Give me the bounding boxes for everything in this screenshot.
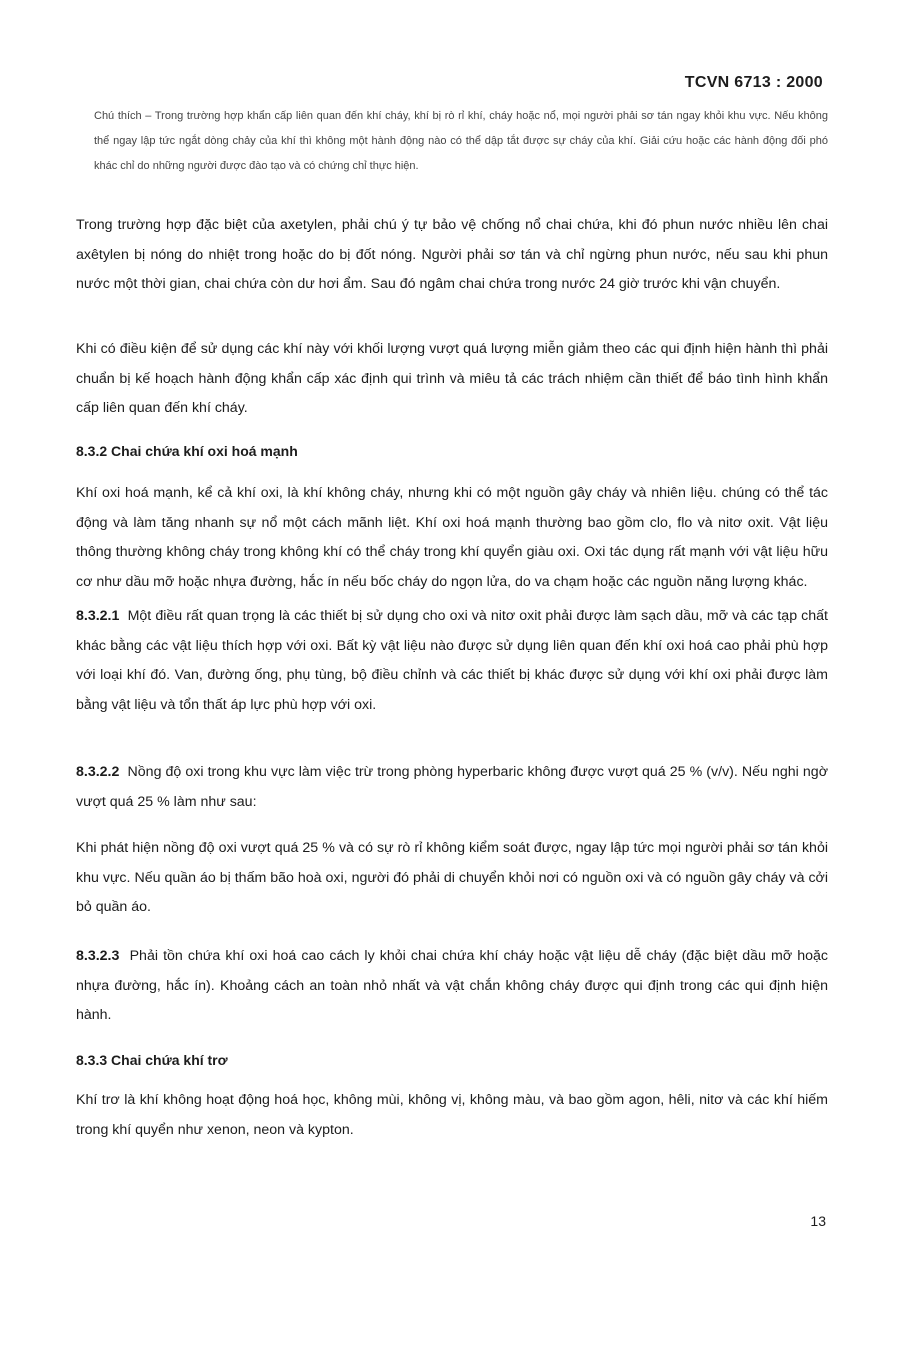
section-body: Phải tồn chứa khí oxi hoá cao cách ly khỏi chai chứa khí cháy hoặc vật liệu dễ cháy (đặc biệt dầu mỡ hoặc nhựa đường, hắc ín). Khoảng cách an toàn nhỏ nhất và vật chắn không cháy được qui định trong các qui định hiện hành. <box>76 948 828 1023</box>
section-body: Nồng độ oxi trong khu vực làm việc trừ trong phòng hyperbaric không được vượt quá 25 % (v/v). Nếu nghi ngờ vượt quá 25 % làm như sau: <box>76 764 828 810</box>
emergency-plan-paragraph: Khi có điều kiện để sử dụng các khí này với khối lượng vượt quá lượng miễn giảm theo các qui định hiện hành thì phải chuẩn bị kế hoạch hành động khẩn cấp xác định qui trình và miêu tả các trách nhiệm cần thiết để báo tình hình khẩn cấp liên quan đến khí cháy. <box>76 341 828 416</box>
section-number: 8.3.2.3 <box>76 948 120 964</box>
note-paragraph: Chú thích – Trong trường hợp khẩn cấp liên quan đến khí cháy, khí bị rò rỉ khí, cháy hoặc nổ, mọi người phải sơ tán ngay khỏi khu vực. Nếu không thể ngay lập tức ngắt dòng chảy của khí thì không một hành động nào có thể dập tắt được sự cháy của khí. Giải cứu hoặc các hành động đối phó khác chỉ do những người được đào tạo và có chứng chỉ thực hiện. <box>94 110 828 172</box>
section-number: 8.3.2.1 <box>76 608 120 624</box>
section-8-3-2-body: Khí oxi hoá mạnh, kể cả khí oxi, là khí không cháy, nhưng khi có một nguồn gây cháy và nhiên liệu. chúng có thể tác động và làm tăng nhanh sự nổ một cách mãnh liệt. Khí oxi hoá mạnh thường bao gồm clo, flo và nitơ oxit. Vật liệu thông thường không cháy trong không khí có thể cháy trong khí quyển giàu oxi. Oxi tác dụng rất mạnh với vật liệu hữu cơ như dầu mỡ hoặc nhựa đường, hắc ín nếu bốc cháy do ngọn lửa, do va chạm hoặc các nguồn năng lượng khác. <box>76 485 828 590</box>
section-8-3-3-heading: 8.3.3 Chai chứa khí trơ <box>76 1052 228 1068</box>
section-8-3-2-3 <box>76 942 828 1031</box>
standard-code: TCVN 6713 : 2000 <box>684 74 823 91</box>
section-body: Một điều rất quan trọng là các thiết bị sử dụng cho oxi và nitơ oxit phải được làm sạch dầu, mỡ và các tạp chất khác bằng các vật liệu thích hợp với oxi. Bất kỳ vật liệu nào được sử dụng liên quan đến khí oxi hoá cao phải phù hợp với loại khí đó. Van, đường ống, phụ tùng, bộ điều chỉnh và các thiết bị khác được sử dụng với khí oxi phải được làm bằng vật liệu và tổn thất áp lực phù hợp với oxi. <box>76 608 828 713</box>
section-8-3-2-heading: 8.3.2 Chai chứa khí oxi hoá mạnh <box>76 443 298 459</box>
section-8-3-2-1 <box>76 602 828 720</box>
page-number: 13 <box>810 1213 826 1229</box>
section-number: 8.3.2.2 <box>76 764 120 780</box>
acetylene-paragraph: Trong trường hợp đặc biệt của axetylen, phải chú ý tự bảo vệ chống nổ chai chứa, khi đó phun nước nhiều lên chai axêtylen bị nóng do nhiệt trong hoặc do bị đốt nóng. Người phải sơ tán và chỉ ngừng phun nước, nếu sau khi phun nước một thời gian, chai chứa còn dư hơi ẩm. Sau đó ngâm chai chứa trong nước 24 giờ trước khi vận chuyển. <box>76 217 828 292</box>
evacuation-paragraph: Khi phát hiện nồng độ oxi vượt quá 25 % và có sự rò rỉ không kiểm soát được, ngay lập tức mọi người phải sơ tán khỏi khu vực. Nếu quần áo bị thấm bão hoà oxi, người đó phải di chuyển khỏi nơi có nguồn oxi và có nguồn gây cháy và cởi bỏ quần áo. <box>76 840 828 915</box>
section-8-3-3-body: Khí trơ là khí không hoạt động hoá học, không mùi, không vị, không màu, và bao gồm agon, hêli, nitơ và các khí hiếm trong khí quyển như xenon, neon và kypton. <box>76 1092 828 1138</box>
section-8-3-2-2 <box>76 758 828 817</box>
